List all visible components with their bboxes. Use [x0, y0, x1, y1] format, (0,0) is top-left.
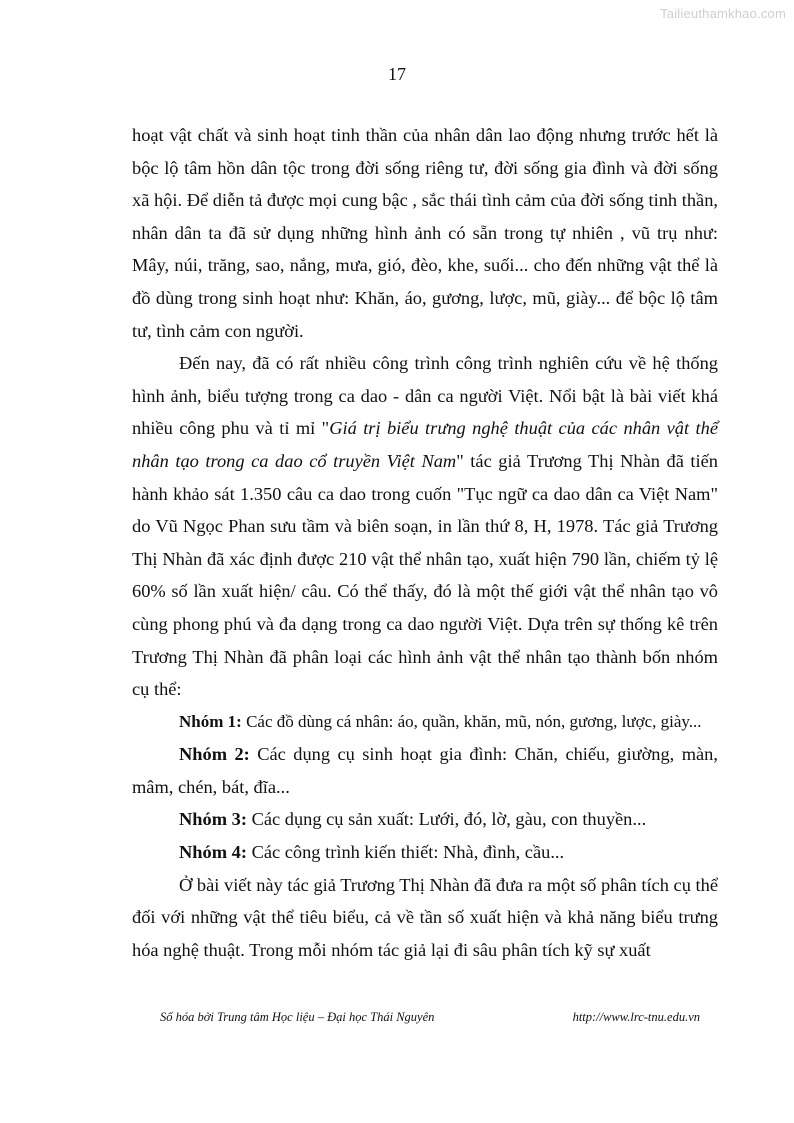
group-item: [132, 836, 718, 869]
group-text: Các đồ dùng cá nhân: áo, quần, khăn, mũ, nón, gương, lược, giày...: [246, 711, 702, 731]
paragraph-closing: Ở bài viết này tác giả Trương Thị Nhàn đã đưa ra một số phân tích cụ thể đối với những vật thể tiêu biểu, cả về tần số xuất hiện và khả năng biểu trưng hóa nghệ thuật. Trong mỗi nhóm tác giả lại đi sâu phân tích kỹ sự xuất: [132, 874, 718, 960]
article-title: Giá trị biểu trưng nghệ thuật của các nhân vật thể nhân tạo trong ca dao cổ truyền Việt Nam: [132, 418, 718, 471]
group-item: [132, 738, 718, 803]
group-label: Nhóm 4:: [179, 842, 247, 863]
group-item: [132, 706, 718, 739]
document-body: [132, 119, 718, 966]
footer: [160, 1010, 700, 1025]
group-label: Nhóm 2:: [179, 744, 250, 765]
footer-source: Số hóa bởi Trung tâm Học liệu – Đại học Thái Nguyên: [160, 1010, 435, 1024]
watermark: Tailieuthamkhao.com: [660, 6, 786, 21]
paragraph-research: Đến nay, đã có rất nhiều công trình công trình nghiên cứu về hệ thống hình ảnh, biểu tượng trong ca dao - dân ca người Việt. Nổi bật là bài viết khá nhiều công phu và tỉ mỉ "Giá trị biểu trưng nghệ thuật của các nhân vật thể nhân tạo trong ca dao cổ truyền Việt Nam" tác giả Trương Thị Nhàn đã tiến hành khảo sát 1.350 câu ca dao trong cuốn "Tục ngữ ca dao dân ca Việt Nam" do Vũ Ngọc Phan sưu tầm và biên soạn, in lần thứ 8, H, 1978. Tác giả Trương Thị Nhàn đã xác định được 210 vật thể nhân tạo, xuất hiện 790 lần, chiếm tỷ lệ 60% số lần xuất hiện/ câu. Có thể thấy, đó là một thế giới vật thể nhân tạo vô cùng phong phú và đa dạng trong ca dao người Việt. Dựa trên sự thống kê trên Trương Thị Nhàn đã phân loại các hình ảnh vật thể nhân tạo thành bốn nhóm cụ thể:: [132, 353, 718, 700]
group-text: Các công trình kiến thiết: Nhà, đình, cầu...: [251, 842, 565, 863]
paragraph-research-intro: Đến nay, đã có rất nhiều công trình công trình nghiên cứu về hệ thống hình ảnh, biểu tượng trong ca dao - dân ca người Việt. Nổi bật là bài viết khá nhiều công phu và tỉ mỉ: [132, 353, 718, 439]
group-text: Các dụng cụ sản xuất: Lưới, đó, lờ, gàu, con thuyền...: [251, 809, 647, 830]
group-label: Nhóm 3:: [179, 809, 247, 830]
group-text: Các dụng cụ sinh hoạt gia đình: Chăn, chiếu, giường, màn, mâm, chén, bát, đĩa...: [132, 744, 718, 797]
group-item: [132, 803, 718, 836]
page-number: 17: [388, 64, 406, 84]
paragraph-research-body: tác giả Trương Thị Nhàn đã tiến hành khảo sát 1.350 câu ca dao trong cuốn "Tục ngữ ca dao dân ca Việt Nam" do Vũ Ngọc Phan sưu tầm và biên soạn, in lần thứ 8, H, 1978. Tác giả Trương Thị Nhàn đã xác định được 210 vật thể nhân tạo, xuất hiện 790 lần, chiếm tỷ lệ 60% số lần xuất hiện/ câu. Có thể thấy, đó là một thế giới vật thể nhân tạo vô cùng phong phú và đa dạng trong ca dao người Việt. Dựa trên sự thống kê trên Trương Thị Nhàn đã phân loại các hình ảnh vật thể nhân tạo thành bốn nhóm cụ thể:: [132, 450, 718, 700]
group-label: Nhóm 1:: [179, 711, 242, 731]
paragraph-continued: hoạt vật chất và sinh hoạt tinh thần của nhân dân lao động nhưng trước hết là bộc lộ tâm hồn dân tộc trong đời sống riêng tư, đời sống gia đình và đời sống xã hội. Để diễn tả được mọi cung bậc , sắc thái tình cảm của đời sống tinh thần, nhân dân ta đã sử dụng những hình ảnh có sẵn trong tự nhiên , vũ trụ như: Mây, núi, trăng, sao, nắng, mưa, gió, đèo, khe, suối... cho đến những vật thể là đồ dùng trong sinh hoạt như: Khăn, áo, gương, lược, mũ, giày... để bộc lộ tâm tư, tình cảm con người.: [132, 125, 718, 341]
footer-url: http://www.lrc-tnu.edu.vn: [572, 1010, 700, 1024]
